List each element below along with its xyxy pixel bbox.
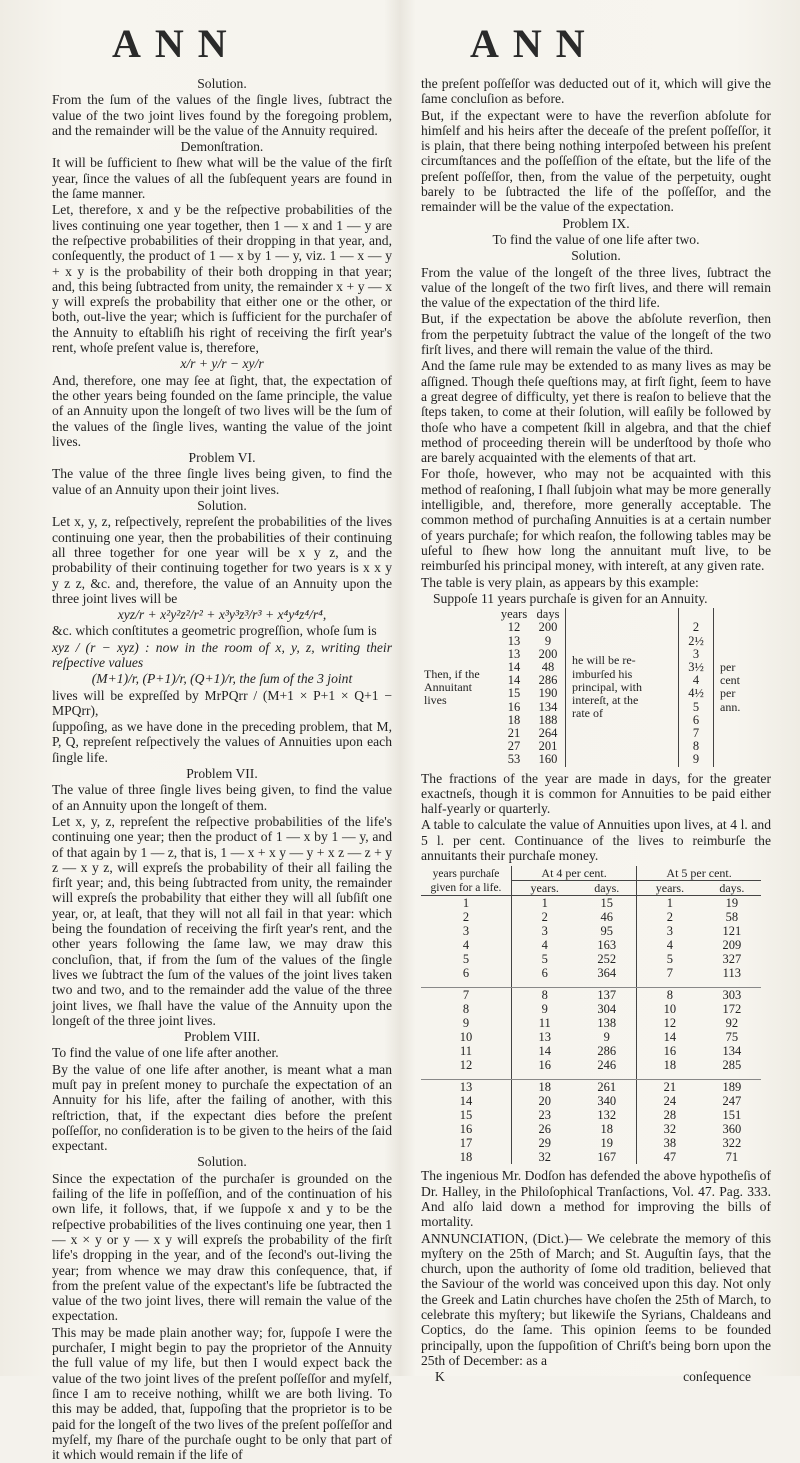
table-cell: 360 [722,1122,742,1137]
table-cell: 7 [421,988,512,1003]
table-cell: 32 [663,1122,677,1137]
table-cell: 286 [538,673,558,688]
table-cell: 190 [538,686,558,701]
table-cell: 47 [663,1150,677,1165]
years-days-table [421,608,743,766]
table-cell: 11 [421,1044,512,1058]
table-row [421,1058,761,1072]
paragraph: ſuppoſing, as we have done in the preceding problem, that M, P, Q, repreſent reſpectively the values of Annuities upon each ſingle life. [52,719,392,765]
table-cell: 1 [541,896,548,911]
table-cell: 19 [725,896,739,911]
table-cell: 10 [421,1030,512,1044]
table-cell: 18 [507,712,521,727]
table-cell: 121 [722,924,742,939]
heading-solution: Solution. [197,498,247,514]
paragraph: ANNUNCIATION, (Dict.)— We celebrate the memory of this myſtery on the 25th of March; and St. Auguſtin ſays, that the church, upon the authority of ſome old tradition, believed that the Saviour of the world was conceived upon this day. Not only the Greek and Latin churches have choſen the 25th of March, to celebrate this myſtery; but likewiſe the Syrians, Chaldeans and Coptics, do the ſame. This opinion ſeems to be founded principally, upon the ſuppoſition of Chriſt's being born upon the 25th of December: as a [421,1230,771,1368]
table-cell: 6 [541,966,548,981]
table-cell: 15 [507,686,521,701]
table-cell: 188 [538,712,558,727]
table-cell: 29 [538,1136,551,1151]
heading-demonstration: Demonſtration. [180,139,264,155]
table-cell: 13 [421,1080,512,1095]
subheader: days. [577,881,636,896]
label-line: ann. [720,699,741,714]
paragraph: The table is very plain, as appears by this example: [421,574,699,590]
table-cell: 5 [421,952,512,966]
table-cell: 5 [666,952,674,967]
table-row [421,1108,761,1122]
paragraph: Suppoſe 11 years purchaſe is given for an Annuity. [433,590,708,606]
table-cell: 1 [421,896,512,911]
table-cell: 364 [577,966,636,980]
table-cell: 20 [538,1094,551,1109]
table-cell: 9 [541,1002,548,1017]
column-header-years: years [500,607,528,622]
table-cell: 92 [725,1016,739,1031]
table-cell: 163 [577,938,636,952]
table-cell: 4 [541,938,548,953]
table-cell: 4½ [688,686,704,701]
table-cell: 46 [577,910,636,924]
table-cell: 13 [507,646,521,661]
paragraph: &c. which conſtitutes a geometric progreſſion, whoſe ſum is [52,623,377,639]
label-line: lives [424,692,447,707]
table-separator [421,980,761,988]
label-line: Annuitant [424,679,472,694]
left-column [52,76,392,1463]
table-cell: 18 [538,1080,551,1095]
label-line: rate of [572,706,603,721]
table-cell: 12 [421,1058,512,1072]
formula: xyz / (r − xyz) : now in the room of x, y, z, writing their reſpective values [52,639,392,670]
paragraph: The value of three ſingle lives being given, to find the value of an Annuity upon the longeſt of them. [52,782,392,813]
running-head-right: ANN [470,21,599,66]
label-line: intereſt, at the [572,692,639,707]
table-cell: 303 [722,988,742,1003]
table-cell: 23 [538,1108,551,1123]
label-line: he will be re- [572,653,636,668]
table-cell: 134 [538,699,558,714]
heading-solution: Solution. [571,248,621,264]
table-cell: 14 [507,659,521,674]
table-cell: 137 [577,988,636,1003]
table-cell: 134 [722,1044,742,1059]
subheader: years. [512,881,578,896]
table-cell: 200 [538,620,558,635]
table-cell: 16 [538,1058,551,1073]
table-row [421,938,761,952]
table-cell: 246 [577,1058,636,1072]
table-cell: 4 [692,673,700,688]
table-cell: 13 [538,1030,551,1045]
table-cell: 4 [666,938,674,953]
catchword: conſequence [683,1369,751,1385]
label-line: cent [720,673,740,688]
heading-problem-6: Problem VI. [188,450,256,466]
page-footer [421,1369,771,1384]
table-cell: 172 [722,1002,742,1017]
table-cell: 6 [692,712,700,727]
paragraph: But, if the expectant were to have the reverſion abſolute for himſelf and his heirs after the deceaſe of the preſent poſſeſſor, it is plain, that there being nothing interpoſed between his preſent circumſtances and the poſſeſſion of the eſtate, but the life of the preſent poſſeſſor, then, from the value of the perpetuity, ought barely to be ſubtracted the life of the poſſeſſor, and the remainder will be the value of the expectation. [421,107,771,215]
label-line: imburſed his [572,666,633,681]
table-cell: 4 [421,938,512,952]
subheader: days. [703,881,761,896]
column-header: At 5 per cent. [637,866,761,881]
table-cell: 1 [666,896,674,911]
table-cell: 113 [722,966,741,981]
table-cell: 2 [421,910,512,924]
table-cell: 12 [507,620,521,635]
table-cell: 8 [692,739,700,754]
table-cell: 58 [725,910,739,925]
table-row [421,1016,761,1030]
table-cell: 14 [663,1030,677,1045]
table-cell: 2 [692,620,700,635]
table-cell: 8 [666,988,674,1003]
table-cell: 160 [538,752,558,767]
label-line: Then, if the [424,666,480,681]
paragraph: It will be ſufficient to ſhew what will be the value of the firſt year, ſince the values of all the ſubſequent years are found in the ſame manner. [52,155,392,202]
table-row [421,924,761,938]
table-row [421,910,761,924]
table-cell: 340 [577,1094,636,1108]
table-cell: 19 [577,1136,636,1150]
table-cell: 252 [577,952,636,966]
paragraph: And the ſame rule may be extended to as many lives as may be aſſigned. Though theſe queſtions may, at firſt ſight, ſeem to have a great degree of difficulty, yet there is reaſon to believe that the ſteps taken, to come at their ſolution, will eaſily be followed by thoſe who have a competent ſkill in algebra, and that the chief method of proceeding therein will be underſtood by thoſe who are barely acquainted with the elements of that art. [421,358,771,466]
table-cell: 21 [663,1080,677,1095]
paragraph: From the ſum of the values of the ſingle lives, ſubtract the value of the two joint lives found by the foregoing problem, and the remainder will be the value of the Annuity required. [52,92,392,138]
paragraph: the preſent poſſeſſor was deducted out of it, which will give the ſame concluſion as before. [421,76,771,107]
paragraph: For thoſe, however, who may not be acquainted with this method of reaſoning, I ſhall ſubjoin what may be more generally intelligible, and, therefore, more generally acceptable. The common method of purchaſing Annuities is at a certain number of years purchaſe; for which reaſon, the following tables may be uſeful to ſhew how long the annuitant muſt live, to be reimburſed his principal money, with intereſt, at any given rate. [421,466,771,574]
paragraph: To find the value of one life after another. [52,1045,279,1061]
heading-solution: Solution. [197,1154,247,1170]
table-cell: 5 [541,952,548,967]
table-cell: 28 [663,1108,677,1123]
table-cell: 95 [577,924,636,938]
running-head-left: ANN [112,21,241,66]
table-cell: 75 [725,1030,739,1045]
table-cell: 189 [722,1080,742,1095]
paragraph: The ingenious Mr. Dodſon has defended the above hypotheſis of Dr. Halley, in the Philoſophical Tranſactions, Vol. 47. Pag. 333. And alſo laid down a method for improving the bills of mortality. [421,1168,771,1230]
label-line: per [720,686,736,701]
heading-solution: Solution. [197,76,247,91]
table-cell: 18 [663,1058,677,1073]
table-cell: 18 [577,1122,636,1136]
table-cell: 151 [722,1108,742,1123]
table-cell: 21 [507,725,521,740]
table-cell: 264 [538,725,558,740]
table-cell: 11 [538,1016,551,1031]
table-cell: 48 [541,659,555,674]
table-cell: 261 [577,1080,636,1095]
table-cell: 16 [421,1122,512,1136]
label-line: per [720,659,736,674]
table-cell: 3 [541,924,548,939]
table-cell: 38 [663,1136,677,1151]
table-cell: 14 [421,1094,512,1108]
table-cell: 27 [507,739,521,754]
table-cell: 209 [722,938,742,953]
column-header-days: days [536,607,560,622]
table-row [421,1122,761,1136]
table-row [421,1080,761,1095]
table-cell: 3 [421,924,512,938]
paragraph: A table to calculate the value of Annuities upon lives, at 4 l. and 5 l. per cent. Continuance of the lives to reimburſe the annuitants their purchaſe money. [421,817,771,864]
heading-problem-9: Problem IX. [562,215,630,231]
paragraph: The value of the three ſingle lives being given, to find the value of an Annuity upon their joint lives. [52,466,392,497]
table-cell: 17 [421,1136,512,1150]
column-header: years purchaſe given for a life. [421,866,512,896]
paragraph: This may be made plain another way; for, ſuppoſe I were the purchaſer, I might begin to pay the proprietor of the Annuity the full value of my life, but then I would expect back the value of the two joint lives of the preſent poſſeſſor and myſelf, ſince I am to receive nothing, whilſt we are both living. To this may be added, that, ſuppoſing that the proprietor is to be paid for the longeſt of the two lives of the preſent poſſeſſor and myſelf, my ſhare of the purchaſe ought to be only that part of it which would remain if the life of [52,1324,392,1463]
table-left-label [421,608,497,766]
table-cell: 10 [663,1002,677,1017]
table-row [421,988,761,1003]
signature-mark: K [435,1369,445,1385]
table-cell: 7 [666,966,674,981]
table-cell: 286 [577,1044,636,1058]
table-row [421,1094,761,1108]
table-cell: 2 [666,910,674,925]
table-row [421,1150,761,1164]
table-cell: 12 [663,1016,677,1031]
table-row [421,1030,761,1044]
table-cell: 200 [538,646,558,661]
table-cell: 7 [692,725,700,740]
table-cell: 14 [507,673,521,688]
paragraph: To find the value of one life after two. [492,231,700,247]
formula: lives will be expreſſed by MrPQrr / (M+1 × P+1 × Q+1 − MPQrr), [52,687,392,718]
table-cell: 5 [692,699,700,714]
table-row [421,1044,761,1058]
paragraph: Since the expectation of the purchaſer is grounded on the failing of the life in poſſeſſion, and of the continuation of his own life, it follows, that, if we ſuppoſe x and y to be the reſpective probabilities of the lives continuing one year, then 1 — x × y or y — x y will expreſs the probability of the firſt life's dropping in the year, and of the ſecond's out-living the year; from whence we may draw this conſequence, that, if from the preſent value of the expectant's life be ſubtracted the value of the two joint lives, there will remain the value of the expectation. [52,1170,392,1324]
table-row [421,966,761,980]
table-cell: 9 [577,1030,636,1044]
table-cell: 24 [663,1094,677,1109]
table-cell: 15 [421,1108,512,1122]
table-cell: 8 [541,988,548,1003]
table-cell: 167 [577,1150,636,1164]
table-row [421,896,761,911]
table-cell: 138 [577,1016,636,1030]
table-cell: 53 [507,752,521,767]
table-cell: 132 [577,1108,636,1122]
table-row [421,952,761,966]
paragraph: Let, therefore, x and y be the reſpective probabilities of the lives continuing one year together, then 1 — x and 1 — y are the reſpective probabilities of their dropping in that year, and, conſequently, the product of 1 — x by 1 — y, viz. 1 — x — y + x y is the probability of their both dropping in that year; and, this being ſubtracted from unity, the remainder x + y — x y will expreſs the probability that either one or the other, or both, out-live the year; which is ſufficient for the purchaſer of the Annuity to eſtabliſh his right of receiving the firſt year's rent, whoſe preſent value is, therefore, [52,202,392,356]
table-cell: 201 [538,739,558,754]
table-cell: 32 [538,1150,551,1165]
paragraph: But, if the expectation be above the abſolute reverſion, then from the perpetuity ſubtract the value of the longeſt of the two firſt lives, and there will remain the value of the third. [421,311,771,358]
table-cell: 6 [421,966,512,980]
table-cell: 2 [541,910,548,925]
column-header: At 4 per cent. [512,866,637,881]
paragraph: The fractions of the year are made in days, for the greater exactneſs, though it is common for Annuities to be paid either half-yearly or quarterly. [421,770,771,817]
label-line: principal, with [572,679,642,694]
paragraph: And, therefore, one may ſee at ſight, that, the expectation of the other years being founded on the ſame principle, the value of an Annuity upon the longeſt of two lives will be the ſum of the values of the ſingle lives, wanting the value of the joint lives. [52,372,392,449]
table-middle-label [566,608,679,766]
table-cell: 247 [722,1094,742,1109]
table-cell: 3½ [688,659,704,674]
table-cell: 327 [722,952,742,967]
table-row [421,1002,761,1016]
table-row [421,1136,761,1150]
heading-problem-8: Problem VIII. [183,1029,260,1045]
table-cell: 8 [421,1002,512,1016]
paragraph: Let x, y, z, reſpectively, repreſent the probabilities of the lives continuing one year, then the probabilities of their continuing all three together for one year will be x y z, and the probability of their continuing together for two years is x x y y z z, &c. and, therefore, the value of an Annuity upon the three joint lives will be [52,514,392,606]
table-cell: 71 [725,1150,739,1165]
table-cell: 304 [577,1002,636,1016]
subheader: years. [637,881,703,896]
table-cell: 2½ [688,633,704,648]
table-cell: 26 [538,1122,551,1137]
table-cell: 16 [663,1044,677,1059]
table-cell: 322 [722,1136,742,1151]
table-cell: 3 [692,646,700,661]
right-column [421,76,771,1384]
paragraph: By the value of one life after another, is meant what a man muſt pay in preſent money to purchaſe the expectation of an Annuity for his life, after the failing of another, with this reſtriction, that, if the expectant dies before the preſent poſſeſſor, no conſideration is to be given to the heirs of the ſaid expectant. [52,1061,392,1154]
table-cell: 13 [507,633,521,648]
table-cell: 16 [507,699,521,714]
table-right-label [714,608,744,766]
formula: xyz/r + x²y²z²/r² + x³y³z³/r³ + x⁴y⁴z⁴/r⁴, [117,607,327,623]
table-cell: 18 [421,1150,512,1164]
table-cell: 9 [692,752,700,767]
paragraph: From the value of the longeſt of the three lives, ſubtract the value of the longeſt of the two firſt lives, and there will remain the value of the expectation of the third life. [421,264,771,311]
formula: (M+1)/r, (P+1)/r, (Q+1)/r, the ſum of the 3 joint [91,671,353,687]
table-cell: 14 [538,1044,551,1059]
table-cell: 15 [577,896,636,911]
table-cell: 285 [722,1058,742,1073]
table-cell: 3 [666,924,674,939]
table-separator [421,1072,761,1080]
paragraph: Let x, y, z, repreſent the reſpective probabilities of the life's continuing one year; then the product of 1 — x by 1 — y, and of that again by 1 — z, that is, 1 — x + x y — y + x z — z + y z — x y z, will expreſs the probability of their all failing the firſt year; and, this being ſubtracted from unity, the remainder will expreſs the probability that either they will all ſubſiſt one year, or, at leaſt, that they will not all fail in that year: which being the foundation of receiving the firſt year's rent, and the other years following the ſame law, we may draw this concluſion, that, if from the ſum of the values of the ſingle lives we ſubtract the ſum of the values of the joint lives taken two and two, and to the remainder add the value of the three joint lives, we ſhall have the value of the Annuity upon the longeſt of the three joint lives. [52,813,392,1028]
table-cell: 9 [421,1016,512,1030]
annuity-table [421,866,761,1164]
formula: x/r + y/r − xy/r [180,356,264,372]
heading-problem-7: Problem VII. [186,766,258,782]
table-cell: 9 [544,633,552,648]
